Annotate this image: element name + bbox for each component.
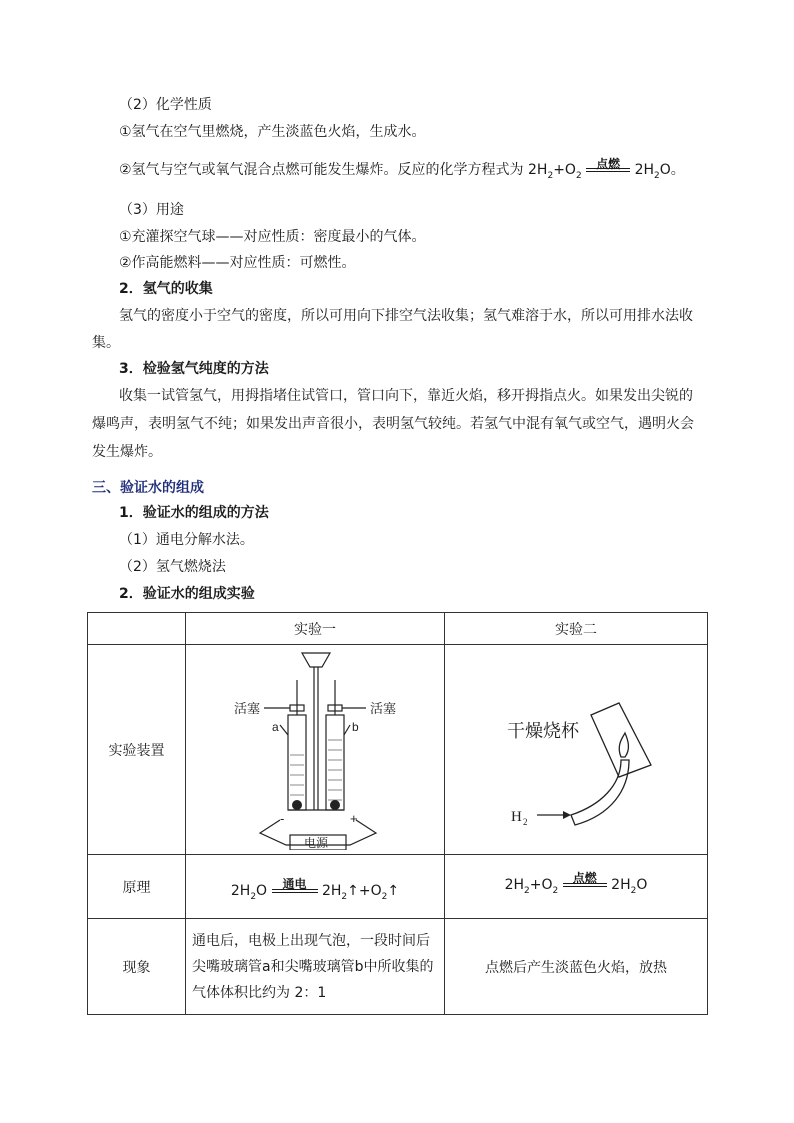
collect-heading: 2．氢气的收集	[119, 281, 213, 297]
power-label: 电源	[304, 836, 329, 850]
condition-ignite: 点燃	[596, 157, 621, 171]
h2-sub-label: 2	[523, 817, 528, 827]
part3-method-2: （2）氢气燃烧法	[119, 559, 226, 575]
row-label-phenomenon: 现象	[88, 919, 186, 1015]
row-label-principle: 原理	[88, 855, 186, 919]
part3-method-1: （1）通电分解水法。	[119, 532, 254, 548]
valve-right-label: 活塞	[370, 701, 397, 716]
phenomenon-exp1: 通电后，电极上出现气泡，一段时间后尖嘴玻璃管a和尖嘴玻璃管b中所收集的气体体积比约为 2：1	[186, 919, 445, 1015]
principle-exp2: $2H_2+O_2$ 点燃 $2H_2O$	[445, 855, 708, 919]
valve-left-label: 活塞	[234, 701, 261, 716]
condition-electric: 通电	[282, 877, 307, 892]
part3-heading: 三、验证水的组成	[92, 480, 204, 496]
row-label-device: 实验装置	[88, 645, 186, 855]
condition-ignite-2: 点燃	[572, 871, 597, 886]
exp2-apparatus	[445, 645, 708, 855]
part3-sub-1: 1．验证水的组成的方法	[119, 505, 269, 521]
purity-heading: 3．检验氢气纯度的方法	[119, 361, 269, 377]
exp1-apparatus	[186, 645, 445, 855]
experiment-table	[87, 612, 708, 1015]
hydrogen-burning-diagram	[451, 645, 701, 850]
electrode-a	[292, 800, 302, 810]
header-exp2: 实验二	[445, 613, 708, 645]
collect-line-1: 氢气的密度小于空气的密度，所以可用向下排空气法收集；氢气难溶于水，所以可用排水法收	[119, 308, 693, 324]
beaker-label: 干燥烧杯	[507, 721, 579, 741]
tube-a	[288, 715, 306, 810]
h2-label: H	[511, 809, 522, 825]
plus-label: +	[350, 811, 358, 826]
equation-explosion: $2H_2+O_2$ 点燃 $2H_2O$。	[528, 162, 685, 178]
tube-a-label: a	[272, 720, 279, 734]
funnel	[302, 653, 330, 667]
principle-exp1: $2H_2O$ 通电 $2H_2↑+O_2↑$	[186, 855, 445, 919]
h2-arrow-head	[563, 811, 571, 819]
electrolysis-apparatus-diagram	[190, 645, 440, 850]
use-heading: （3）用途	[119, 202, 184, 218]
collect-line-2: 集。	[92, 335, 120, 351]
electrode-b	[330, 800, 340, 810]
chem-property-item-1: ①氢气在空气里燃烧，产生淡蓝色火焰，生成水。	[119, 124, 426, 140]
item2-text: ②氢气与空气或氧气混合点燃可能发生爆炸。反应的化学方程式为	[119, 162, 524, 178]
part3-sub-2: 2．验证水的组成实验	[119, 586, 255, 602]
purity-line-3: 发生爆炸。	[92, 444, 162, 460]
header-empty	[88, 613, 186, 645]
purity-line-1: 收集一试管氢气，用拇指堵住试管口，管口向下，靠近火焰，移开拇指点火。如果发出尖锐的	[119, 388, 693, 404]
use-item-1: ①充灌探空气球——对应性质：密度最小的气体。	[119, 229, 426, 245]
header-exp1: 实验一	[186, 613, 445, 645]
tube-b	[326, 715, 344, 810]
tube-b-label: b	[352, 720, 359, 734]
b-pointer	[344, 725, 350, 735]
use-item-2: ②作高能燃料——对应性质：可燃性。	[119, 255, 356, 271]
chem-property-heading: （2）化学性质	[119, 97, 212, 113]
minus-label: -	[280, 811, 285, 826]
phenomenon-exp2: 点燃后产生淡蓝色火焰，放热	[445, 919, 708, 1015]
a-pointer	[280, 725, 288, 735]
chem-property-item-2	[119, 157, 685, 186]
gas-tube	[571, 760, 629, 825]
purity-line-2: 爆鸣声，表明氢气不纯；如果发出声音很小，表明氢气较纯。若氢气中混有氧气或空气，遇明火会	[92, 416, 694, 432]
flame-icon	[619, 733, 628, 757]
